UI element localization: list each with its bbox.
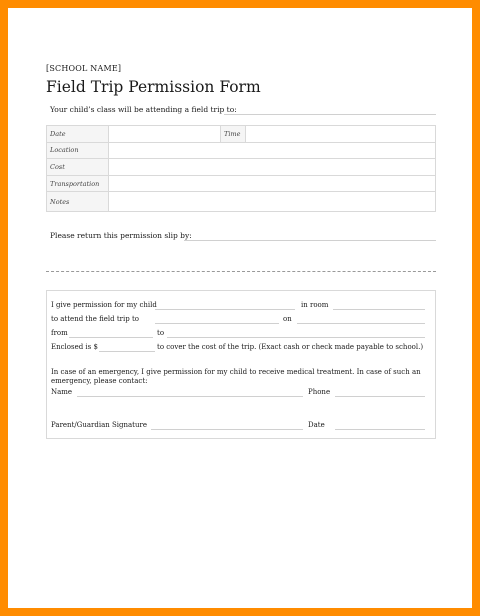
cost-label: Cost [47, 159, 109, 176]
signature-label: Parent/Guardian Signature [51, 421, 147, 429]
child-name-line[interactable] [155, 309, 295, 310]
date-label: Date [47, 126, 109, 143]
return-date-line[interactable] [184, 240, 436, 241]
time-label: Time [221, 126, 246, 143]
to-line[interactable] [167, 337, 425, 338]
form-title: Field Trip Permission Form [46, 78, 261, 96]
destination-line[interactable] [224, 114, 436, 115]
contact-name-line[interactable] [77, 396, 303, 397]
trip-destination-line[interactable] [155, 323, 279, 324]
destination-label: Your child’s class will be attending a field trip to: [50, 105, 237, 114]
table-row [47, 142, 436, 159]
in-room-label: in room [301, 301, 329, 309]
transportation-cell[interactable] [109, 175, 436, 192]
from-line[interactable] [69, 337, 153, 338]
signature-date-line[interactable] [335, 429, 425, 430]
cut-line [46, 271, 436, 272]
cover-cost-label: to cover the cost of the trip. (Exact cash or check made payable to school.) [157, 343, 424, 351]
transportation-label: Transportation [47, 175, 109, 192]
notes-cell[interactable] [109, 192, 436, 212]
notes-label: Notes [47, 192, 109, 212]
signature-date-label: Date [308, 421, 325, 429]
table-row [47, 192, 436, 212]
permission-slip [46, 290, 436, 439]
phone-label: Phone [308, 388, 331, 396]
table-row [47, 159, 436, 176]
destination-row [46, 105, 436, 117]
emergency-text: In case of an emergency, I give permission for my child to receive medical treatment. In case of such an emergency, please contact: [51, 368, 421, 385]
table-row [47, 175, 436, 192]
location-label: Location [47, 142, 109, 159]
trip-details-table [46, 125, 436, 212]
contact-phone-line[interactable] [335, 396, 425, 397]
give-permission-label: I give permission for my child [51, 301, 157, 309]
table-row [47, 126, 436, 143]
trip-date-line[interactable] [297, 323, 425, 324]
cost-cell[interactable] [109, 159, 436, 176]
room-line[interactable] [333, 309, 425, 310]
from-label: from [51, 329, 68, 337]
return-row [46, 231, 436, 243]
amount-line[interactable] [99, 351, 155, 352]
to-label: to [157, 329, 165, 337]
attend-label: to attend the field trip to [51, 315, 139, 323]
time-cell[interactable] [246, 126, 436, 143]
on-label: on [283, 315, 292, 323]
enclosed-label: Enclosed is $ [51, 343, 98, 351]
school-name: [SCHOOL NAME] [46, 64, 122, 73]
signature-line[interactable] [151, 429, 303, 430]
name-label: Name [51, 388, 73, 396]
return-label: Please return this permission slip by: [50, 231, 192, 240]
date-cell[interactable] [109, 126, 221, 143]
location-cell[interactable] [109, 142, 436, 159]
